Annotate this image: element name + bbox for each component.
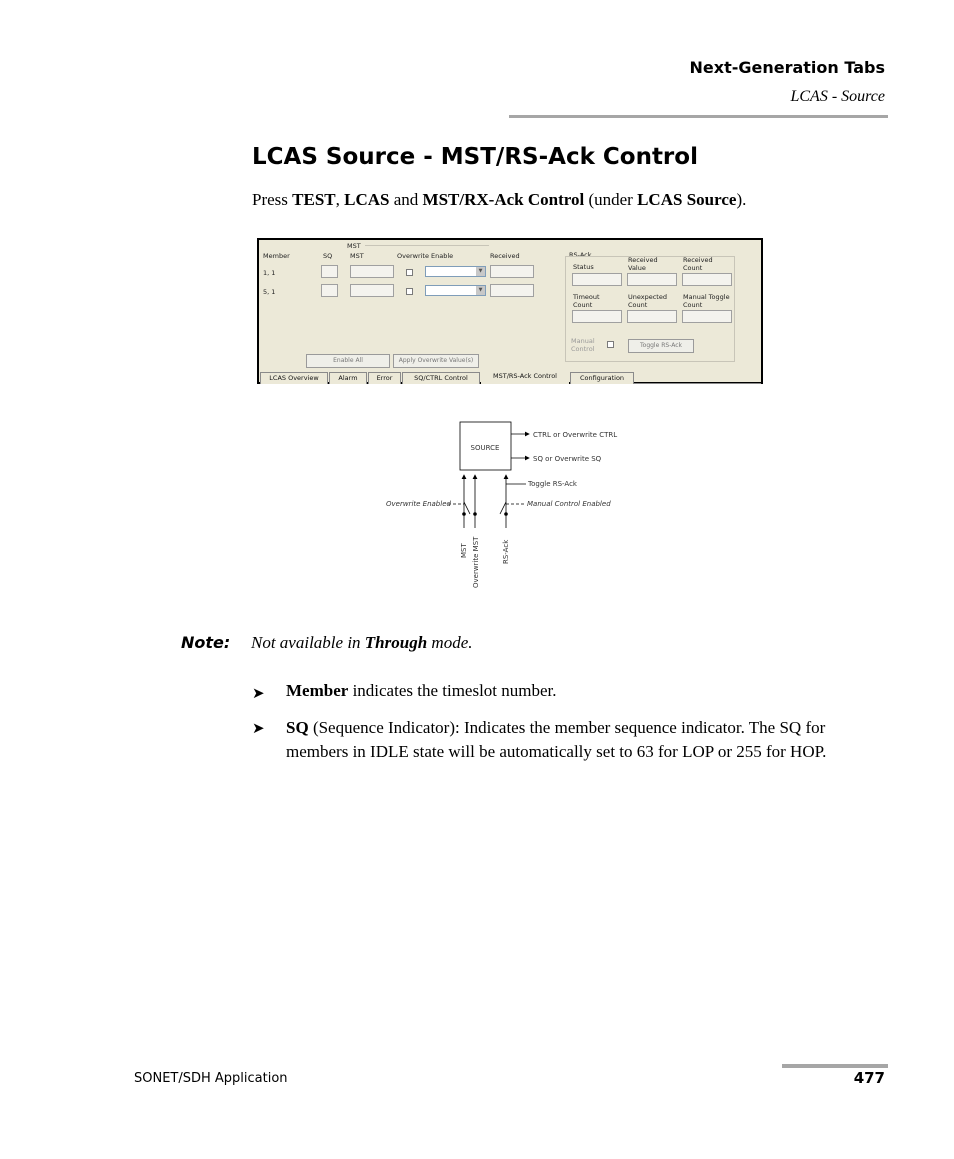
row2-sq-field[interactable] <box>321 284 338 297</box>
row2-overwrite-checkbox[interactable] <box>406 288 413 295</box>
source-box-label: SOURCE <box>470 444 500 452</box>
bullet-sq: SQ (Sequence Indicator): Indicates the member sequence indicator. The SQ for members in IDLE state will be automatically set to 63 for LOP or 255 for HOP. <box>286 718 827 761</box>
status-label: Status <box>573 263 594 271</box>
tab-configuration[interactable]: Configuration <box>570 372 634 384</box>
chevron-down-icon: ▼ <box>476 267 485 276</box>
source-signal-diagram <box>384 418 624 590</box>
tab-strip-line <box>634 383 761 384</box>
running-header-title: Next-Generation Tabs <box>689 58 885 77</box>
received-value-label: Received Value <box>628 256 658 272</box>
toggle-label: Toggle RS-Ack <box>528 480 577 488</box>
rs-ack-switch-dot <box>504 512 508 516</box>
col-mst: MST <box>350 252 364 260</box>
tab-sq-ctrl-control[interactable]: SQ/CTRL Control <box>402 372 480 384</box>
col-sq: SQ <box>323 252 333 260</box>
in-rs-ack-label: RS-Ack <box>502 539 510 564</box>
bullet-sq-term: SQ <box>286 718 309 737</box>
unexpected-count-field <box>627 310 677 323</box>
apply-overwrite-button[interactable]: Apply Overwrite Value(s) <box>393 354 479 368</box>
row2-mst-field[interactable] <box>350 284 394 297</box>
manual-control-enabled-label: Manual Control Enabled <box>527 500 611 508</box>
col-member: Member <box>263 252 290 260</box>
footer-rule <box>782 1064 888 1068</box>
keyword-lcas-source: LCAS Source <box>637 190 737 209</box>
manual-control-checkbox[interactable] <box>607 341 614 348</box>
lcas-source-panel-screenshot <box>257 238 763 384</box>
col-received: Received <box>490 252 520 260</box>
mst-group-line <box>365 245 489 246</box>
status-field <box>572 273 622 286</box>
received-value-field <box>627 273 677 286</box>
received-count-field <box>682 273 732 286</box>
tab-error[interactable]: Error <box>368 372 401 384</box>
tab-mst-rs-ack-control[interactable]: MST/RS-Ack Control <box>481 370 569 384</box>
footer-book-title: SONET/SDH Application <box>134 1071 288 1086</box>
intro-paragraph: Press TEST, LCAS and MST/RX-Ack Control (under LCAS Source). <box>252 190 747 209</box>
manual-toggle-count-field <box>682 310 732 323</box>
header-rule <box>509 115 888 118</box>
row2-received-field <box>490 284 534 297</box>
bullet-member: Member indicates the timeslot number. <box>286 681 557 700</box>
row2-overwrite-dropdown[interactable] <box>425 285 486 296</box>
tab-lcas-overview[interactable]: LCAS Overview <box>260 372 328 384</box>
out-sq-label: SQ or Overwrite SQ <box>533 455 602 463</box>
note-label: Note: <box>181 633 231 652</box>
timeout-count-field <box>572 310 622 323</box>
mst-group-label: MST <box>347 242 361 250</box>
enable-all-button[interactable]: Enable All <box>306 354 390 368</box>
row1-mst-field[interactable] <box>350 265 394 278</box>
keyword-lcas: LCAS <box>344 190 390 209</box>
toggle-rs-ack-button[interactable]: Toggle RS-Ack <box>628 339 694 353</box>
overwrite-mst-switch-dot <box>473 512 477 516</box>
row1-received-field <box>490 265 534 278</box>
page-number: 477 <box>853 1069 885 1087</box>
col-overwrite-enable: Overwrite Enable <box>397 252 454 260</box>
timeout-count-label: Timeout Count <box>573 293 600 309</box>
row1-sq-field[interactable] <box>321 265 338 278</box>
tab-alarm[interactable]: Alarm <box>329 372 367 384</box>
rs-ack-switch <box>500 502 506 514</box>
note-through-keyword: Through <box>364 633 428 652</box>
bullet-member-term: Member <box>286 681 349 700</box>
keyword-mst-rx-ack-control: MST/RX-Ack Control <box>422 190 585 209</box>
chevron-down-icon: ▼ <box>476 286 485 295</box>
manual-toggle-count-label: Manual Toggle Count <box>683 293 730 309</box>
bullet-arrow-icon: ➤ <box>252 719 265 737</box>
unexpected-count-label: Unexpected Count <box>628 293 667 309</box>
note-text: Not available in Through mode. <box>251 633 473 652</box>
in-overwrite-mst-label: Overwrite MST <box>472 536 480 588</box>
row2-member: 5, 1 <box>263 288 276 296</box>
section-title: LCAS Source - MST/RS-Ack Control <box>252 144 698 170</box>
row1-overwrite-checkbox[interactable] <box>406 269 413 276</box>
row1-member: 1, 1 <box>263 269 276 277</box>
in-mst-label: MST <box>460 543 468 558</box>
mst-switch <box>464 502 470 514</box>
received-count-label: Received Count <box>683 256 713 272</box>
mst-switch-dot <box>462 512 466 516</box>
rs-ack-group-label: RS-Ack <box>569 251 592 259</box>
manual-control-label: Manual Control <box>571 337 595 353</box>
keyword-test: TEST <box>292 190 336 209</box>
overwrite-enabled-label: Overwrite Enabled <box>386 500 451 508</box>
bullet-arrow-icon: ➤ <box>252 684 265 702</box>
out-ctrl-label: CTRL or Overwrite CTRL <box>533 431 618 439</box>
running-header-subtitle: LCAS - Source <box>790 88 885 105</box>
row1-overwrite-dropdown[interactable] <box>425 266 486 277</box>
